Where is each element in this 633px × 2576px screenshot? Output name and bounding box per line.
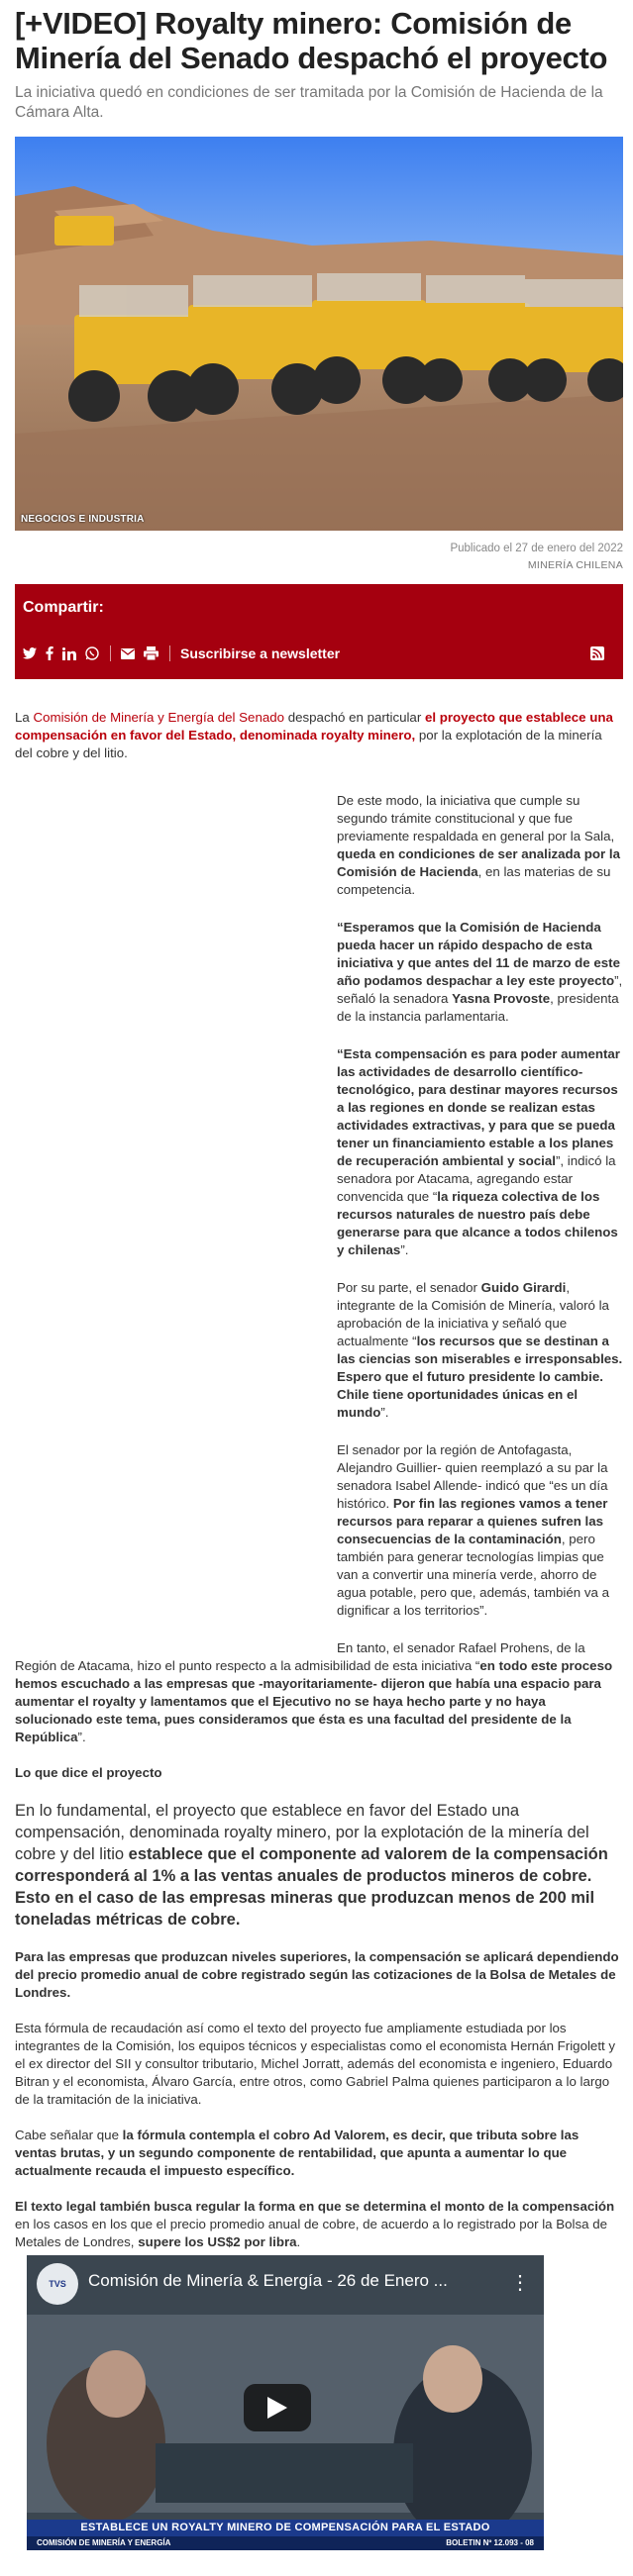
paragraph: El texto legal también busca regular la forma en que se determina el monto de la compensación en los casos en los que el precio promedio anual de cobre, de acuerdo a lo registrado por la Bolsa de Metales de Londres, supere los US$2 por libra. [15, 2199, 615, 2249]
image-category-tag: NEGOCIOS E INDUSTRIA [21, 514, 145, 525]
more-options-icon[interactable]: ⋮ [510, 2272, 530, 2294]
video-title[interactable]: Comisión de Minería & Energía - 26 de Enero ... [88, 2271, 448, 2290]
print-icon[interactable] [144, 645, 158, 661]
paragraph: Esta fórmula de recaudación así como el texto del proyecto fue ampliamente estudiada por los integrantes de la Comisión, los equipos técnicos y especialistas como el economista Hernán Frigolett y el ex director del SII y consultor tributario, Michel Jorratt, además del economista e ingeniero, Eduardo Bitran y el economista, Álvaro García, entre otros, como Gabriel Palma quienes participaron a lo largo de la tramitación de la iniciativa. [15, 2021, 616, 2107]
paragraph: En tanto, el senador Rafael Prohens, de la [337, 1640, 585, 1655]
video-player[interactable] [27, 2255, 544, 2550]
lead-paragraph: La Comisión de Minería y Energía del Senado despachó en particular el proyecto que establece una compensación en favor del Estado, denominada royalty minero, por la explotación de la minería del cobre y del litio. [15, 710, 613, 760]
linkedin-icon[interactable] [62, 645, 76, 661]
paragraph: Para las empresas que produzcan niveles superiores, la compensación se aplicará dependiendo del precio promedio anual de cobre registrado según las cotizaciones de la Bolsa de Metales de Londres. [15, 1949, 619, 2000]
article-body [15, 1657, 623, 2251]
channel-logo[interactable]: TVS [37, 2263, 78, 2305]
paragraph: El senador por la región de Antofagasta, Alejandro Guillier- quien reemplazó a su par la senadora Isabel Allende- indicó que “es un día histórico. Por fin las regiones vamos a tener recursos para reparar a quienes sufren las consecuencias de la contaminación, pero también para generar tecnologías limpias que van a convertir una minería verde, ahorro de agua potable, pero que, además, también va a dignificar a los territorios”. [337, 1442, 609, 1618]
mining-trucks-photo [15, 137, 623, 531]
facebook-icon[interactable] [46, 645, 53, 661]
email-icon[interactable] [121, 645, 135, 661]
article-subtitle: La iniciativa quedó en condiciones de ser tramitada por la Comisión de Hacienda de la Cámara Alta. [15, 84, 603, 121]
rss-icon[interactable] [590, 645, 604, 661]
paragraph: De este modo, la iniciativa que cumple su segundo trámite constitucional y que fue previamente respaldada en general por la Sala, queda en condiciones de ser analizada por la Comisión de Hacienda, en las materias de su competencia. [337, 793, 620, 897]
article-title: [+VIDEO] Royalty minero: Comisión de Minería del Senado despachó el proyecto [15, 6, 608, 75]
newsletter-link[interactable]: Suscribirse a newsletter [180, 645, 341, 661]
published-date: Publicado el 27 de enero del 2022 [450, 543, 623, 554]
twitter-icon[interactable] [23, 645, 37, 661]
article-meta [15, 541, 623, 574]
share-title: Compartir: [23, 599, 104, 616]
paragraph: En lo fundamental, el proyecto que establece en favor del Estado una compensación, denominada royalty minero, por la explotación de la minería del cobre y del litio establece que el componente ad valorem de la compensación corresponderá al 1% a las ventas anuales de productos mineros de cobre. Esto en el caso de las empresas mineras que produzcan menos de 200 mil toneladas métricas de cobre. [15, 1802, 608, 1929]
share-box [15, 584, 623, 679]
hero-image[interactable] [15, 137, 623, 531]
share-bar [23, 645, 613, 661]
play-icon [267, 2397, 287, 2419]
paragraph: “Esperamos que la Comisión de Hacienda pueda hacer un rápido despacho de esta iniciativa y que antes del 11 de marzo de este año podamos despachar a ley este proyecto”, señaló la senadora Yasna Provoste, presidenta de la instancia parlamentaria. [337, 920, 623, 1024]
paragraph: “Esta compensación es para poder aumentar las actividades de desarrollo científico-tecnológico, para destinar mayores recursos a las regiones en donde se realizan estas actividades extractivas, y para que se pueda tener un financiamiento estable a los planes de recuperación ambiental y social”, indicó la senadora por Atacama, agregando estar convencida que “la riqueza colectiva de los recursos naturales de nuestro país debe generarse para que alcance a todos chilenos y chilenas”. [337, 1046, 620, 1257]
play-button[interactable] [244, 2384, 311, 2431]
section-subheading: Lo que dice el proyecto [15, 1765, 162, 1780]
commission-link[interactable]: Comisión de Minería y Energía del Senado [33, 710, 285, 725]
paragraph: Cabe señalar que la fórmula contempla el cobro Ad Valorem, es decir, que tributa sobre las ventas brutas, y un segundo componente de rentabilidad, que apunta a aumentar lo que actualmente recauda el impuesto específico. [15, 2128, 580, 2178]
paragraph: Región de Atacama, hizo el punto respecto a la admisibilidad de esta iniciativa “en todo este proceso hemos escuchado a las empresas que -mayoritariamente- dijeron que había una espacio para aumentar el royalty y lamentamos que el Ejecutivo no se haya hecho parte y no haya solucionado este tema, pues consideramos que ésta es una facultad del presidente de la República”. [15, 1658, 613, 1744]
video-banner: ESTABLECE UN ROYALTY MINERO DE COMPENSACIÓN PARA EL ESTADO [27, 2520, 544, 2536]
quote-column [337, 792, 624, 1657]
whatsapp-icon[interactable] [85, 645, 99, 661]
section-label: MINERÍA CHILENA [527, 559, 623, 571]
video-footer: COMISIÓN DE MINERÍA Y ENERGÍA BOLETIN Nº 12.093 - 08 [27, 2536, 544, 2550]
share-separator [110, 645, 111, 661]
paragraph: Por su parte, el senador Guido Girardi, integrante de la Comisión de Minería, valoró la aprobación de la iniciativa y señaló que actualmente “los recursos que se destinan a las ciencias son miserables e irresponsables. Espero que el futuro presidente lo cambie. Chile tiene oportunidades únicas en el mundo”. [337, 1280, 623, 1420]
share-separator [169, 645, 170, 661]
